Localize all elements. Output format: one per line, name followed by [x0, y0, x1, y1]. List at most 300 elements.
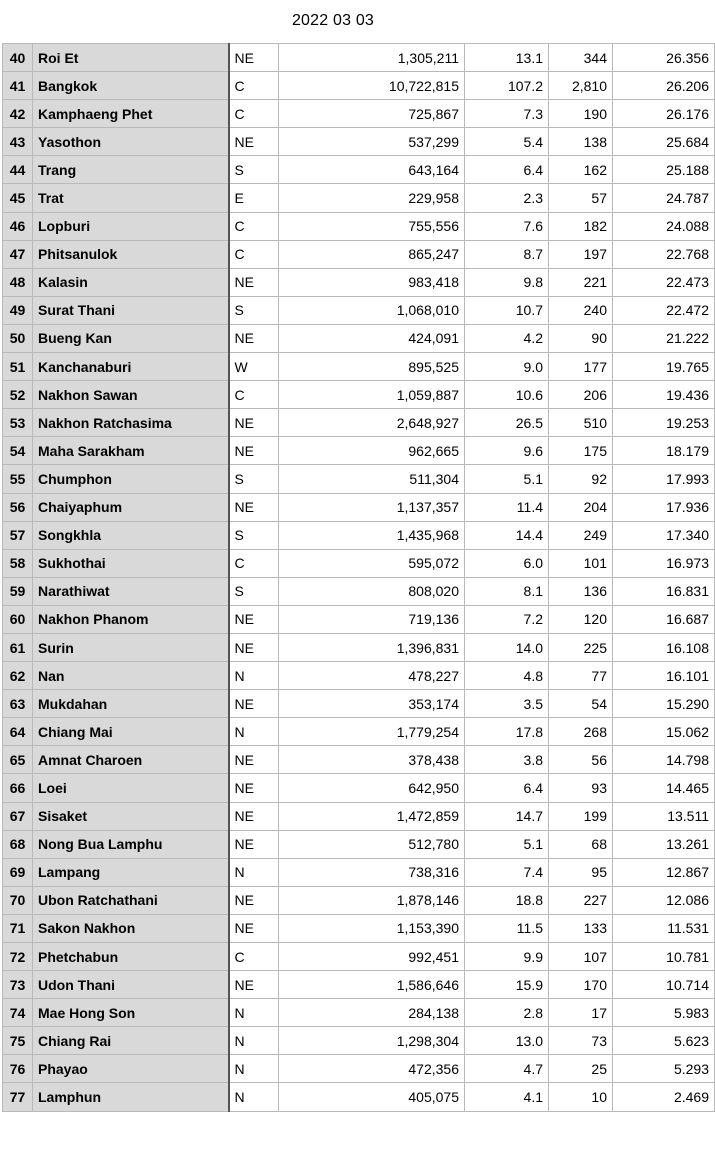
table-row: [3, 184, 715, 212]
percent-cell: 6.4: [465, 774, 549, 802]
region-cell: NE: [229, 493, 279, 521]
table-row: [3, 1055, 715, 1083]
table-body: [3, 44, 715, 1112]
population-cell: 537,299: [279, 128, 465, 156]
table-row: [3, 493, 715, 521]
percent-cell: 26.5: [465, 409, 549, 437]
rank-cell: 47: [3, 240, 33, 268]
province-cell: Udon Thani: [33, 971, 229, 999]
population-cell: 10,722,815: [279, 72, 465, 100]
rate-cell: 21.222: [613, 324, 715, 352]
rank-cell: 72: [3, 943, 33, 971]
rate-cell: 5.623: [613, 1027, 715, 1055]
rate-cell: 16.101: [613, 662, 715, 690]
population-cell: 512,780: [279, 830, 465, 858]
count-cell: 190: [549, 100, 613, 128]
percent-cell: 17.8: [465, 718, 549, 746]
population-cell: 424,091: [279, 324, 465, 352]
percent-cell: 9.6: [465, 437, 549, 465]
table-row: [3, 802, 715, 830]
region-cell: C: [229, 72, 279, 100]
table-row: [3, 324, 715, 352]
region-cell: N: [229, 999, 279, 1027]
rate-cell: 12.867: [613, 858, 715, 886]
region-cell: NE: [229, 409, 279, 437]
rank-cell: 77: [3, 1083, 33, 1111]
province-cell: Kanchanaburi: [33, 353, 229, 381]
table-row: [3, 296, 715, 324]
percent-cell: 5.1: [465, 465, 549, 493]
table-row: [3, 156, 715, 184]
table-row: [3, 212, 715, 240]
population-cell: 1,068,010: [279, 296, 465, 324]
province-cell: Loei: [33, 774, 229, 802]
count-cell: 136: [549, 577, 613, 605]
percent-cell: 2.3: [465, 184, 549, 212]
rank-cell: 68: [3, 830, 33, 858]
population-cell: 1,298,304: [279, 1027, 465, 1055]
rank-cell: 42: [3, 100, 33, 128]
count-cell: 68: [549, 830, 613, 858]
count-cell: 175: [549, 437, 613, 465]
region-cell: E: [229, 184, 279, 212]
rate-cell: 14.798: [613, 746, 715, 774]
province-cell: Trat: [33, 184, 229, 212]
province-cell: Kalasin: [33, 268, 229, 296]
table-row: [3, 718, 715, 746]
rate-cell: 17.936: [613, 493, 715, 521]
count-cell: 25: [549, 1055, 613, 1083]
rank-cell: 74: [3, 999, 33, 1027]
rank-cell: 59: [3, 577, 33, 605]
percent-cell: 15.9: [465, 971, 549, 999]
province-table: [2, 43, 715, 1112]
rank-cell: 64: [3, 718, 33, 746]
percent-cell: 14.7: [465, 802, 549, 830]
rank-cell: 60: [3, 605, 33, 633]
population-cell: 992,451: [279, 943, 465, 971]
rate-cell: 14.465: [613, 774, 715, 802]
percent-cell: 10.7: [465, 296, 549, 324]
table-row: [3, 943, 715, 971]
rate-cell: 19.765: [613, 353, 715, 381]
count-cell: 120: [549, 605, 613, 633]
population-cell: 983,418: [279, 268, 465, 296]
rank-cell: 55: [3, 465, 33, 493]
region-cell: N: [229, 858, 279, 886]
region-cell: NE: [229, 128, 279, 156]
population-cell: 895,525: [279, 353, 465, 381]
count-cell: 227: [549, 886, 613, 914]
province-cell: Lampang: [33, 858, 229, 886]
percent-cell: 8.7: [465, 240, 549, 268]
percent-cell: 18.8: [465, 886, 549, 914]
rank-cell: 65: [3, 746, 33, 774]
rate-cell: 12.086: [613, 886, 715, 914]
rank-cell: 52: [3, 381, 33, 409]
province-cell: Chumphon: [33, 465, 229, 493]
rank-cell: 61: [3, 633, 33, 661]
count-cell: 54: [549, 690, 613, 718]
count-cell: 206: [549, 381, 613, 409]
province-cell: Trang: [33, 156, 229, 184]
count-cell: 90: [549, 324, 613, 352]
table-row: [3, 100, 715, 128]
page-title: 2022 03 03: [291, 12, 375, 29]
rate-cell: 5.293: [613, 1055, 715, 1083]
percent-cell: 5.4: [465, 128, 549, 156]
rate-cell: 16.831: [613, 577, 715, 605]
percent-cell: 4.8: [465, 662, 549, 690]
province-cell: Lamphun: [33, 1083, 229, 1111]
rate-cell: 10.714: [613, 971, 715, 999]
rank-cell: 63: [3, 690, 33, 718]
count-cell: 56: [549, 746, 613, 774]
rate-cell: 19.436: [613, 381, 715, 409]
rank-cell: 69: [3, 858, 33, 886]
table-row: [3, 521, 715, 549]
percent-cell: 7.6: [465, 212, 549, 240]
region-cell: S: [229, 156, 279, 184]
rate-cell: 25.188: [613, 156, 715, 184]
region-cell: NE: [229, 746, 279, 774]
rank-cell: 43: [3, 128, 33, 156]
percent-cell: 11.5: [465, 914, 549, 942]
region-cell: NE: [229, 437, 279, 465]
rank-cell: 40: [3, 44, 33, 72]
count-cell: 107: [549, 943, 613, 971]
table-row: [3, 549, 715, 577]
population-cell: 1,137,357: [279, 493, 465, 521]
population-cell: 478,227: [279, 662, 465, 690]
table-row: [3, 886, 715, 914]
table-row: [3, 830, 715, 858]
province-cell: Nakhon Sawan: [33, 381, 229, 409]
rate-cell: 24.088: [613, 212, 715, 240]
count-cell: 2,810: [549, 72, 613, 100]
region-cell: NE: [229, 268, 279, 296]
rank-cell: 62: [3, 662, 33, 690]
population-cell: 808,020: [279, 577, 465, 605]
table-row: [3, 690, 715, 718]
rank-cell: 46: [3, 212, 33, 240]
table-row: [3, 605, 715, 633]
count-cell: 77: [549, 662, 613, 690]
count-cell: 199: [549, 802, 613, 830]
province-cell: Sakon Nakhon: [33, 914, 229, 942]
percent-cell: 9.8: [465, 268, 549, 296]
rate-cell: 15.062: [613, 718, 715, 746]
table-row: [3, 381, 715, 409]
province-cell: Sukhothai: [33, 549, 229, 577]
province-cell: Roi Et: [33, 44, 229, 72]
percent-cell: 5.1: [465, 830, 549, 858]
province-cell: Chaiyaphum: [33, 493, 229, 521]
population-cell: 353,174: [279, 690, 465, 718]
table-row: [3, 746, 715, 774]
rate-cell: 16.973: [613, 549, 715, 577]
province-cell: Amnat Charoen: [33, 746, 229, 774]
province-cell: Bangkok: [33, 72, 229, 100]
province-cell: Chiang Rai: [33, 1027, 229, 1055]
rate-cell: 22.768: [613, 240, 715, 268]
percent-cell: 6.4: [465, 156, 549, 184]
rank-cell: 75: [3, 1027, 33, 1055]
rank-cell: 53: [3, 409, 33, 437]
region-cell: NE: [229, 830, 279, 858]
rank-cell: 71: [3, 914, 33, 942]
count-cell: 95: [549, 858, 613, 886]
percent-cell: 7.3: [465, 100, 549, 128]
rate-cell: 11.531: [613, 914, 715, 942]
population-cell: 725,867: [279, 100, 465, 128]
percent-cell: 10.6: [465, 381, 549, 409]
table-row: [3, 353, 715, 381]
population-cell: 962,665: [279, 437, 465, 465]
province-cell: Nong Bua Lamphu: [33, 830, 229, 858]
province-cell: Narathiwat: [33, 577, 229, 605]
rate-cell: 13.261: [613, 830, 715, 858]
region-cell: NE: [229, 633, 279, 661]
percent-cell: 13.1: [465, 44, 549, 72]
rank-cell: 58: [3, 549, 33, 577]
province-cell: Nakhon Ratchasima: [33, 409, 229, 437]
population-cell: 1,586,646: [279, 971, 465, 999]
count-cell: 510: [549, 409, 613, 437]
rank-cell: 49: [3, 296, 33, 324]
population-cell: 1,779,254: [279, 718, 465, 746]
rate-cell: 17.993: [613, 465, 715, 493]
province-cell: Maha Sarakham: [33, 437, 229, 465]
region-cell: N: [229, 1083, 279, 1111]
percent-cell: 107.2: [465, 72, 549, 100]
region-cell: NE: [229, 774, 279, 802]
count-cell: 344: [549, 44, 613, 72]
region-cell: NE: [229, 886, 279, 914]
region-cell: NE: [229, 324, 279, 352]
percent-cell: 11.4: [465, 493, 549, 521]
population-cell: 755,556: [279, 212, 465, 240]
percent-cell: 3.5: [465, 690, 549, 718]
population-cell: 472,356: [279, 1055, 465, 1083]
population-cell: 738,316: [279, 858, 465, 886]
population-cell: 595,072: [279, 549, 465, 577]
rate-cell: 22.473: [613, 268, 715, 296]
province-cell: Lopburi: [33, 212, 229, 240]
percent-cell: 9.9: [465, 943, 549, 971]
percent-cell: 4.2: [465, 324, 549, 352]
region-cell: C: [229, 100, 279, 128]
province-cell: Kamphaeng Phet: [33, 100, 229, 128]
rate-cell: 26.356: [613, 44, 715, 72]
table-row: [3, 914, 715, 942]
population-cell: 865,247: [279, 240, 465, 268]
table-row: [3, 1027, 715, 1055]
region-cell: W: [229, 353, 279, 381]
rank-cell: 51: [3, 353, 33, 381]
region-cell: NE: [229, 690, 279, 718]
count-cell: 204: [549, 493, 613, 521]
rank-cell: 76: [3, 1055, 33, 1083]
count-cell: 240: [549, 296, 613, 324]
province-cell: Ubon Ratchathani: [33, 886, 229, 914]
province-cell: Phayao: [33, 1055, 229, 1083]
province-cell: Nakhon Phanom: [33, 605, 229, 633]
rank-cell: 48: [3, 268, 33, 296]
population-cell: 1,396,831: [279, 633, 465, 661]
count-cell: 268: [549, 718, 613, 746]
count-cell: 133: [549, 914, 613, 942]
rate-cell: 2.469: [613, 1083, 715, 1111]
population-cell: 1,878,146: [279, 886, 465, 914]
province-cell: Phitsanulok: [33, 240, 229, 268]
province-cell: Yasothon: [33, 128, 229, 156]
population-cell: 378,438: [279, 746, 465, 774]
rate-cell: 16.687: [613, 605, 715, 633]
province-cell: Surin: [33, 633, 229, 661]
region-cell: S: [229, 465, 279, 493]
percent-cell: 9.0: [465, 353, 549, 381]
table-row: [3, 268, 715, 296]
population-cell: 511,304: [279, 465, 465, 493]
table-row: [3, 774, 715, 802]
rate-cell: 22.472: [613, 296, 715, 324]
rank-cell: 67: [3, 802, 33, 830]
region-cell: C: [229, 381, 279, 409]
count-cell: 249: [549, 521, 613, 549]
region-cell: NE: [229, 971, 279, 999]
rate-cell: 19.253: [613, 409, 715, 437]
count-cell: 225: [549, 633, 613, 661]
count-cell: 182: [549, 212, 613, 240]
rank-cell: 54: [3, 437, 33, 465]
table-row: [3, 240, 715, 268]
region-cell: NE: [229, 605, 279, 633]
population-cell: 229,958: [279, 184, 465, 212]
table-row: [3, 465, 715, 493]
region-cell: N: [229, 1055, 279, 1083]
count-cell: 197: [549, 240, 613, 268]
count-cell: 101: [549, 549, 613, 577]
province-cell: Bueng Kan: [33, 324, 229, 352]
percent-cell: 3.8: [465, 746, 549, 774]
rank-cell: 50: [3, 324, 33, 352]
percent-cell: 2.8: [465, 999, 549, 1027]
rate-cell: 15.290: [613, 690, 715, 718]
table-row: [3, 409, 715, 437]
population-cell: 719,136: [279, 605, 465, 633]
population-cell: 642,950: [279, 774, 465, 802]
percent-cell: 4.7: [465, 1055, 549, 1083]
table-row: [3, 1083, 715, 1111]
province-cell: Nan: [33, 662, 229, 690]
region-cell: N: [229, 662, 279, 690]
population-cell: 405,075: [279, 1083, 465, 1111]
rank-cell: 45: [3, 184, 33, 212]
percent-cell: 8.1: [465, 577, 549, 605]
table-row: [3, 971, 715, 999]
rate-cell: 13.511: [613, 802, 715, 830]
count-cell: 138: [549, 128, 613, 156]
region-cell: NE: [229, 914, 279, 942]
province-cell: Mukdahan: [33, 690, 229, 718]
population-cell: 284,138: [279, 999, 465, 1027]
count-cell: 10: [549, 1083, 613, 1111]
rate-cell: 5.983: [613, 999, 715, 1027]
count-cell: 17: [549, 999, 613, 1027]
count-cell: 92: [549, 465, 613, 493]
percent-cell: 13.0: [465, 1027, 549, 1055]
count-cell: 57: [549, 184, 613, 212]
population-cell: 1,153,390: [279, 914, 465, 942]
rate-cell: 17.340: [613, 521, 715, 549]
table-row: [3, 662, 715, 690]
count-cell: 93: [549, 774, 613, 802]
rank-cell: 41: [3, 72, 33, 100]
population-cell: 1,435,968: [279, 521, 465, 549]
rate-cell: 25.684: [613, 128, 715, 156]
region-cell: S: [229, 521, 279, 549]
table-row: [3, 72, 715, 100]
population-cell: 1,305,211: [279, 44, 465, 72]
province-cell: Mae Hong Son: [33, 999, 229, 1027]
rate-cell: 10.781: [613, 943, 715, 971]
region-cell: C: [229, 240, 279, 268]
percent-cell: 14.4: [465, 521, 549, 549]
rate-cell: 26.206: [613, 72, 715, 100]
table-row: [3, 44, 715, 72]
percent-cell: 6.0: [465, 549, 549, 577]
percent-cell: 4.1: [465, 1083, 549, 1111]
table-row: [3, 633, 715, 661]
percent-cell: 14.0: [465, 633, 549, 661]
rate-cell: 16.108: [613, 633, 715, 661]
count-cell: 170: [549, 971, 613, 999]
population-cell: 2,648,927: [279, 409, 465, 437]
percent-cell: 7.2: [465, 605, 549, 633]
population-cell: 643,164: [279, 156, 465, 184]
province-cell: Surat Thani: [33, 296, 229, 324]
rank-cell: 70: [3, 886, 33, 914]
percent-cell: 7.4: [465, 858, 549, 886]
count-cell: 221: [549, 268, 613, 296]
region-cell: NE: [229, 802, 279, 830]
count-cell: 73: [549, 1027, 613, 1055]
count-cell: 177: [549, 353, 613, 381]
table-row: [3, 128, 715, 156]
rank-cell: 57: [3, 521, 33, 549]
rate-cell: 26.176: [613, 100, 715, 128]
region-cell: C: [229, 212, 279, 240]
rank-cell: 56: [3, 493, 33, 521]
region-cell: C: [229, 943, 279, 971]
population-cell: 1,059,887: [279, 381, 465, 409]
region-cell: S: [229, 296, 279, 324]
count-cell: 162: [549, 156, 613, 184]
region-cell: S: [229, 577, 279, 605]
rank-cell: 44: [3, 156, 33, 184]
table-row: [3, 999, 715, 1027]
province-cell: Sisaket: [33, 802, 229, 830]
population-cell: 1,472,859: [279, 802, 465, 830]
region-cell: N: [229, 1027, 279, 1055]
rank-cell: 66: [3, 774, 33, 802]
province-cell: Chiang Mai: [33, 718, 229, 746]
region-cell: N: [229, 718, 279, 746]
table-row: [3, 437, 715, 465]
rate-cell: 18.179: [613, 437, 715, 465]
province-cell: Songkhla: [33, 521, 229, 549]
